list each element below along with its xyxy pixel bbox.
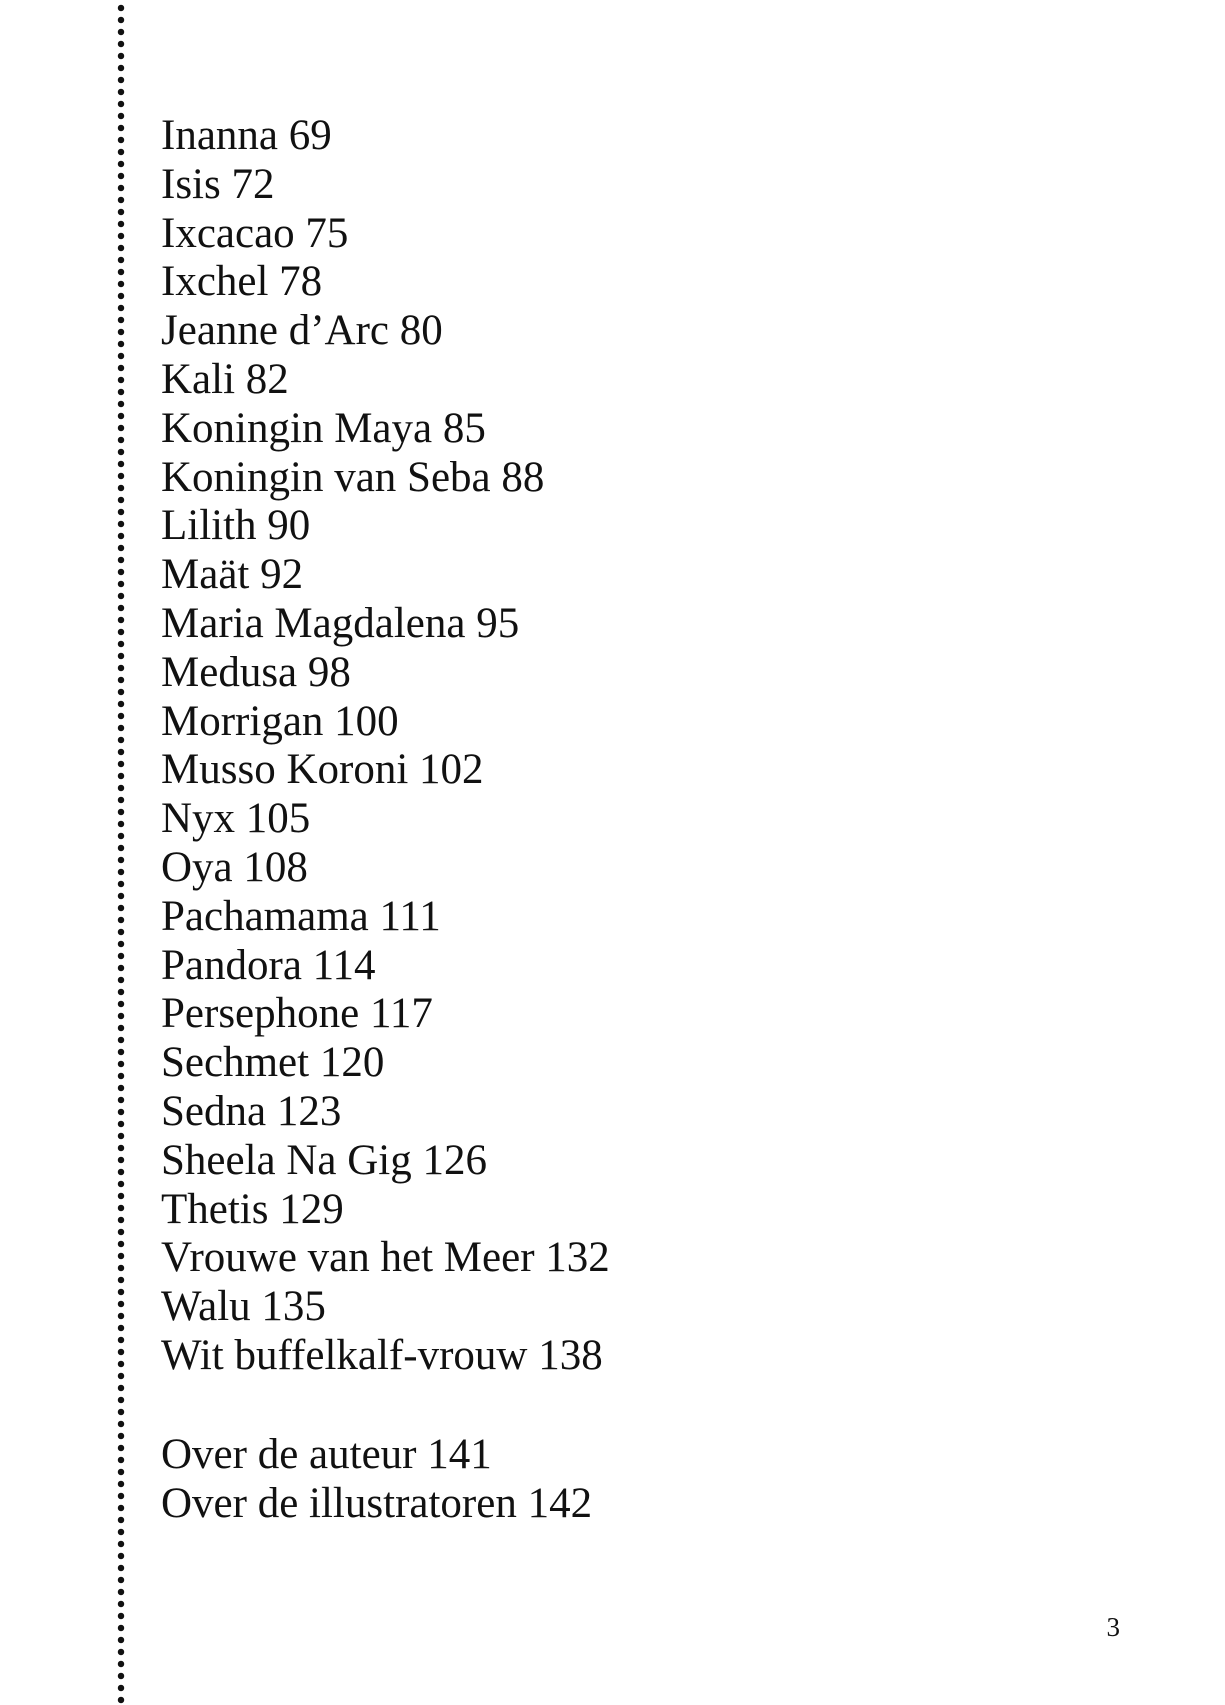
- toc-entry: Sedna 123: [161, 1087, 342, 1135]
- toc-entry: Walu 135: [161, 1283, 326, 1331]
- toc-entry-about-illustrators: Over de illustratoren 142: [161, 1479, 593, 1527]
- toc-entry: Ixchel 78: [161, 258, 323, 306]
- toc-entry: Sechmet 120: [161, 1039, 385, 1087]
- page-number: 3: [1106, 1612, 1120, 1642]
- toc-entry: Sheela Na Gig 126: [161, 1136, 488, 1184]
- toc-main-list: [161, 112, 1061, 1381]
- toc-entry: Medusa 98: [161, 648, 351, 696]
- toc-back-matter-list: [161, 1431, 1061, 1529]
- table-of-contents: [161, 112, 1061, 1528]
- toc-entry: Kali 82: [161, 355, 289, 403]
- toc-entry: Morrigan 100: [161, 697, 399, 745]
- toc-entry: Maria Magdalena 95: [161, 599, 520, 647]
- toc-entry: Koningin van Seba 88: [161, 453, 545, 501]
- toc-entry: Ixcacao 75: [161, 209, 349, 257]
- section-gap: [161, 1381, 1061, 1431]
- toc-entry: Koningin Maya 85: [161, 404, 486, 452]
- toc-entry: Lilith 90: [161, 502, 311, 550]
- toc-entry: Vrouwe van het Meer 132: [161, 1234, 610, 1282]
- toc-entry: Inanna 69: [161, 112, 332, 159]
- toc-entry: Persephone 117: [161, 990, 433, 1038]
- toc-entry: Wit buffelkalf-vrouw 138: [161, 1331, 603, 1379]
- toc-entry: Jeanne d’Arc 80: [161, 307, 443, 355]
- toc-entry: Pachamama 111: [161, 892, 441, 940]
- dotted-border: [117, 0, 125, 1705]
- toc-entry: Thetis 129: [161, 1185, 344, 1233]
- toc-entry: Maät 92: [161, 551, 304, 599]
- toc-entry: Oya 108: [161, 843, 308, 891]
- toc-entry: Nyx 105: [161, 795, 311, 843]
- toc-entry: Isis 72: [161, 160, 275, 208]
- toc-entry: Musso Koroni 102: [161, 746, 484, 794]
- toc-entry-about-author: Over de auteur 141: [161, 1430, 492, 1478]
- toc-entry: Pandora 114: [161, 941, 376, 989]
